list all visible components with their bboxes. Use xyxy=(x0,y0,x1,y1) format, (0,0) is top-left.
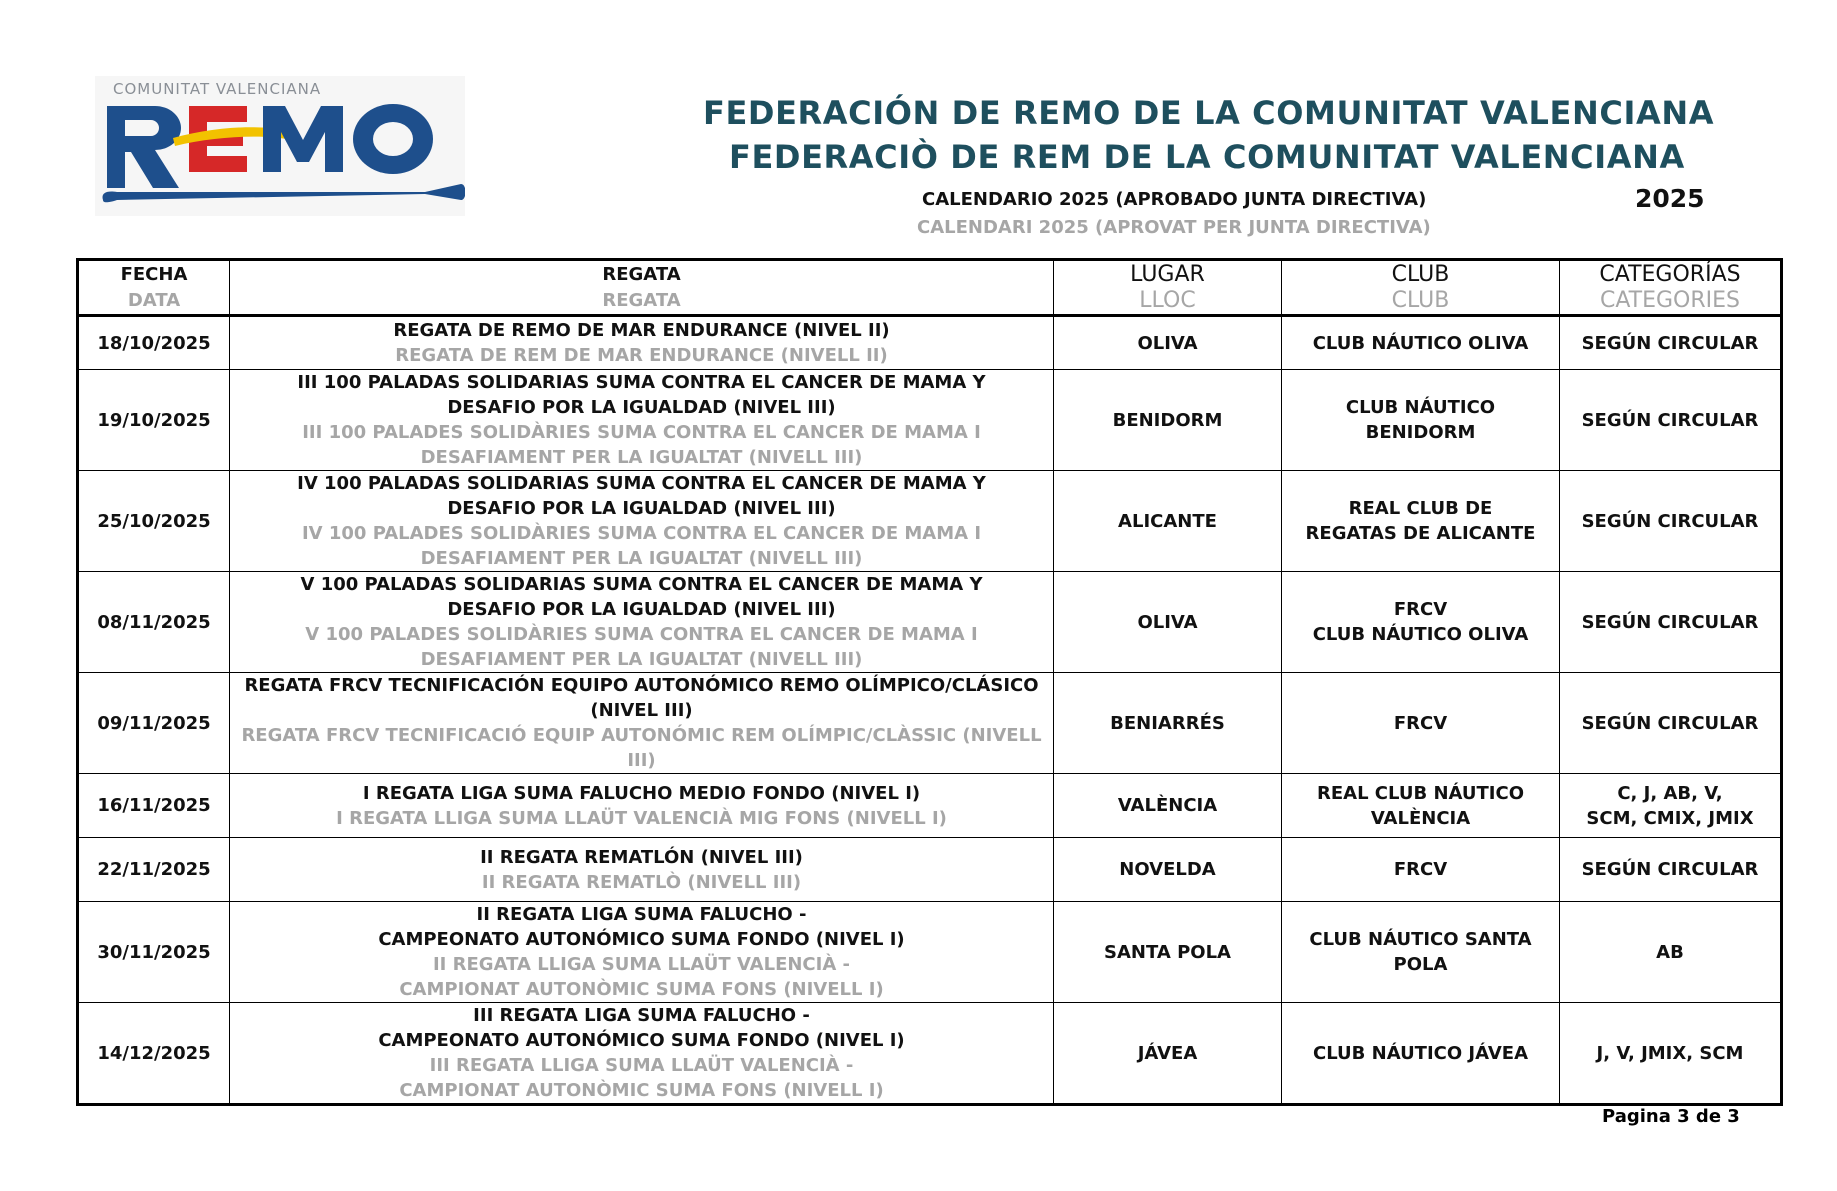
race-date: 18/10/2025 xyxy=(97,332,211,354)
race-categories: SEGÚN CIRCULAR xyxy=(1581,712,1759,734)
regata-name-ca: II REGATA REMATLÒ (NIVELL III) xyxy=(481,871,802,893)
cell-regata xyxy=(230,572,1054,673)
subtitle-valencian: CALENDARI 2025 (APROVAT PER JUNTA DIRECTIVA) xyxy=(917,217,1431,238)
race-location: VALÈNCIA xyxy=(1117,795,1218,816)
organizing-club: CLUB NÁUTICO BENIDORM xyxy=(1345,397,1496,443)
regata-name-ca: CAMPIONAT AUTONÒMIC SUMA FONS (NIVELL I) xyxy=(399,979,884,1000)
race-categories: SCM, CMIX, JMIX xyxy=(1586,807,1754,829)
cell-categorias xyxy=(1560,774,1782,838)
organizing-club: FRCV xyxy=(1393,859,1448,880)
regata-name-ca: I REGATA LLIGA SUMA LLAÜT VALENCIÀ MIG FONS (NIVELL I) xyxy=(336,807,947,829)
race-date: 19/10/2025 xyxy=(97,409,211,431)
organizing-club: REAL CLUB DE xyxy=(1348,498,1493,519)
cell-date xyxy=(78,1003,230,1105)
race-date: 14/12/2025 xyxy=(97,1042,211,1064)
regata-name-es: DESAFIO POR LA IGUALDAD (NIVEL III) xyxy=(447,599,836,620)
table-header-row xyxy=(78,260,1782,316)
cell-lugar xyxy=(1054,673,1282,774)
cell-date xyxy=(78,774,230,838)
cell-categorias xyxy=(1560,370,1782,471)
race-categories: SEGÚN CIRCULAR xyxy=(1581,409,1759,431)
regata-name-es: V 100 PALADAS SOLIDARIAS SUMA CONTRA EL CANCER DE MAMA Y xyxy=(300,574,983,595)
regata-name-ca: IV 100 PALADES SOLIDÀRIES SUMA CONTRA EL CANCER DE MAMA I xyxy=(301,523,982,544)
remo-logo xyxy=(95,76,465,216)
race-location: BENIARRÉS xyxy=(1110,712,1225,734)
regata-name-es: DESAFIO POR LA IGUALDAD (NIVEL III) xyxy=(447,498,836,519)
race-categories: SEGÚN CIRCULAR xyxy=(1581,611,1759,633)
organizing-club: VALÈNCIA xyxy=(1370,807,1471,829)
race-location: SANTA POLA xyxy=(1104,941,1231,963)
organizing-club: REAL CLUB NÁUTICO xyxy=(1316,782,1524,804)
race-date: 09/11/2025 xyxy=(97,712,211,734)
cell-regata xyxy=(230,902,1054,1003)
title-valencian: FEDERACIÒ DE REM DE LA COMUNITAT VALENCIANA xyxy=(729,138,1685,176)
race-categories: AB xyxy=(1656,941,1684,963)
cell-club xyxy=(1282,316,1560,370)
race-location: JÁVEA xyxy=(1137,1042,1198,1064)
header-club: CLUB CLUB xyxy=(1282,260,1560,316)
cell-club xyxy=(1282,902,1560,1003)
organizing-club: POLA xyxy=(1393,954,1448,975)
race-date: 30/11/2025 xyxy=(97,941,211,963)
regata-name-es: REGATA FRCV TECNIFICACIÓN EQUIPO AUTONÓMICO REMO OLÍMPICO/CLÁSICO xyxy=(244,675,1039,696)
calendar-year: 2025 xyxy=(1635,184,1705,213)
header-lugar: LUGAR LLOC xyxy=(1054,260,1282,316)
cell-club xyxy=(1282,370,1560,471)
table-row xyxy=(78,902,1782,1003)
cell-date xyxy=(78,838,230,902)
cell-date xyxy=(78,572,230,673)
organizing-club: FRCV xyxy=(1393,712,1448,734)
cell-date xyxy=(78,316,230,370)
cell-categorias xyxy=(1560,1003,1782,1105)
cell-regata xyxy=(230,1003,1054,1105)
race-categories: C, J, AB, V, xyxy=(1617,782,1723,804)
regata-name-es: III REGATA LIGA SUMA FALUCHO - xyxy=(473,1005,810,1026)
race-categories: SEGÚN CIRCULAR xyxy=(1581,859,1759,880)
regata-name-ca: DESAFIAMENT PER LA IGUALTAT (NIVELL III) xyxy=(420,447,863,468)
table-row xyxy=(78,471,1782,572)
organizing-club: CLUB NÁUTICO SANTA xyxy=(1309,929,1532,950)
race-categories: SEGÚN CIRCULAR xyxy=(1581,510,1759,532)
cell-club xyxy=(1282,774,1560,838)
table-row xyxy=(78,838,1782,902)
regata-name-es: DESAFIO POR LA IGUALDAD (NIVEL III) xyxy=(447,397,836,418)
regata-name-ca: III REGATA LLIGA SUMA LLAÜT VALENCIÀ - xyxy=(429,1055,854,1076)
regata-name-ca: REGATA FRCV TECNIFICACIÓ EQUIP AUTONÓMIC REM OLÍMPIC/CLÀSSIC (NIVELL III) xyxy=(241,725,1042,771)
cell-club xyxy=(1282,1003,1560,1105)
header-fecha: FECHA DATA xyxy=(78,260,230,316)
cell-categorias xyxy=(1560,471,1782,572)
cell-lugar xyxy=(1054,838,1282,902)
race-location: NOVELDA xyxy=(1119,859,1216,880)
page-number: Pagina 3 de 3 xyxy=(1602,1106,1740,1127)
regata-name-es: I REGATA LIGA SUMA FALUCHO MEDIO FONDO (NIVEL I) xyxy=(362,782,921,804)
regata-name-es: IV 100 PALADAS SOLIDARIAS SUMA CONTRA EL CANCER DE MAMA Y xyxy=(297,473,986,494)
table-row xyxy=(78,1003,1782,1105)
table-row xyxy=(78,370,1782,471)
table-row xyxy=(78,572,1782,673)
organizing-club: FRCV xyxy=(1393,599,1448,620)
cell-categorias xyxy=(1560,673,1782,774)
cell-regata xyxy=(230,673,1054,774)
cell-categorias xyxy=(1560,902,1782,1003)
cell-lugar xyxy=(1054,774,1282,838)
subtitle-spanish: CALENDARIO 2025 (APROBADO JUNTA DIRECTIVA) xyxy=(922,189,1427,210)
cell-date xyxy=(78,370,230,471)
table-row xyxy=(78,774,1782,838)
cell-regata xyxy=(230,316,1054,370)
remo-wordmark-icon xyxy=(95,76,465,216)
cell-categorias xyxy=(1560,572,1782,673)
table-row xyxy=(78,316,1782,370)
cell-date xyxy=(78,902,230,1003)
race-location: OLIVA xyxy=(1137,332,1198,354)
cell-regata xyxy=(230,370,1054,471)
regata-name-ca: DESAFIAMENT PER LA IGUALTAT (NIVELL III) xyxy=(420,548,863,569)
regata-name-ca: III 100 PALADES SOLIDÀRIES SUMA CONTRA EL CANCER DE MAMA I xyxy=(302,422,981,443)
race-date: 08/11/2025 xyxy=(97,611,211,633)
cell-date xyxy=(78,471,230,572)
calendar-table xyxy=(76,258,1783,1106)
race-date: 16/11/2025 xyxy=(97,795,211,816)
cell-lugar xyxy=(1054,471,1282,572)
cell-regata xyxy=(230,774,1054,838)
regata-name-es: REGATA DE REMO DE MAR ENDURANCE (NIVEL II) xyxy=(393,320,890,341)
logo-subtitle: COMUNITAT VALENCIANA xyxy=(113,80,322,98)
regata-name-ca: REGATA DE REM DE MAR ENDURANCE (NIVELL II) xyxy=(395,345,888,366)
header-regata: REGATA REGATA xyxy=(230,260,1054,316)
cell-regata xyxy=(230,838,1054,902)
regata-name-ca: CAMPIONAT AUTONÒMIC SUMA FONS (NIVELL I) xyxy=(399,1080,884,1101)
race-date: 22/11/2025 xyxy=(97,859,211,880)
race-categories: SEGÚN CIRCULAR xyxy=(1581,332,1759,354)
cell-lugar xyxy=(1054,1003,1282,1105)
regata-name-es: II REGATA LIGA SUMA FALUCHO - xyxy=(476,904,807,925)
race-location: BENIDORM xyxy=(1112,409,1223,431)
regata-name-ca: DESAFIAMENT PER LA IGUALTAT (NIVELL III) xyxy=(420,649,863,670)
regata-name-es: III 100 PALADAS SOLIDARIAS SUMA CONTRA EL CANCER DE MAMA Y xyxy=(297,372,986,393)
cell-club xyxy=(1282,471,1560,572)
organizing-club: CLUB NÁUTICO OLIVA xyxy=(1312,624,1529,645)
organizing-club: CLUB NÁUTICO OLIVA xyxy=(1312,332,1529,354)
cell-categorias xyxy=(1560,838,1782,902)
cell-lugar xyxy=(1054,370,1282,471)
cell-lugar xyxy=(1054,316,1282,370)
regata-name-es: CAMPEONATO AUTONÓMICO SUMA FONDO (NIVEL I) xyxy=(378,929,905,950)
regata-name-es: CAMPEONATO AUTONÓMICO SUMA FONDO (NIVEL I) xyxy=(378,1030,905,1051)
race-categories: J, V, JMIX, SCM xyxy=(1596,1042,1744,1064)
cell-categorias xyxy=(1560,316,1782,370)
cell-regata xyxy=(230,471,1054,572)
race-location: OLIVA xyxy=(1137,611,1198,633)
organizing-club: CLUB NÁUTICO JÁVEA xyxy=(1312,1042,1528,1064)
race-date: 25/10/2025 xyxy=(97,510,211,532)
header-categorias: CATEGORÍAS CATEGORIES xyxy=(1560,260,1782,316)
table-row xyxy=(78,673,1782,774)
race-location: ALICANTE xyxy=(1118,510,1217,532)
regata-name-ca: V 100 PALADES SOLIDÀRIES SUMA CONTRA EL CANCER DE MAMA I xyxy=(305,624,978,645)
cell-club xyxy=(1282,673,1560,774)
cell-club xyxy=(1282,572,1560,673)
organizing-club: REGATAS DE ALICANTE xyxy=(1305,523,1536,544)
cell-lugar xyxy=(1054,572,1282,673)
cell-lugar xyxy=(1054,902,1282,1003)
title-spanish: FEDERACIÓN DE REMO DE LA COMUNITAT VALENCIANA xyxy=(703,94,1715,132)
regata-name-es: II REGATA REMATLÓN (NIVEL III) xyxy=(480,846,803,868)
cell-club xyxy=(1282,838,1560,902)
regata-name-es: (NIVEL III) xyxy=(590,700,693,721)
regata-name-ca: II REGATA LLIGA SUMA LLAÜT VALENCIÀ - xyxy=(432,954,851,975)
cell-date xyxy=(78,673,230,774)
